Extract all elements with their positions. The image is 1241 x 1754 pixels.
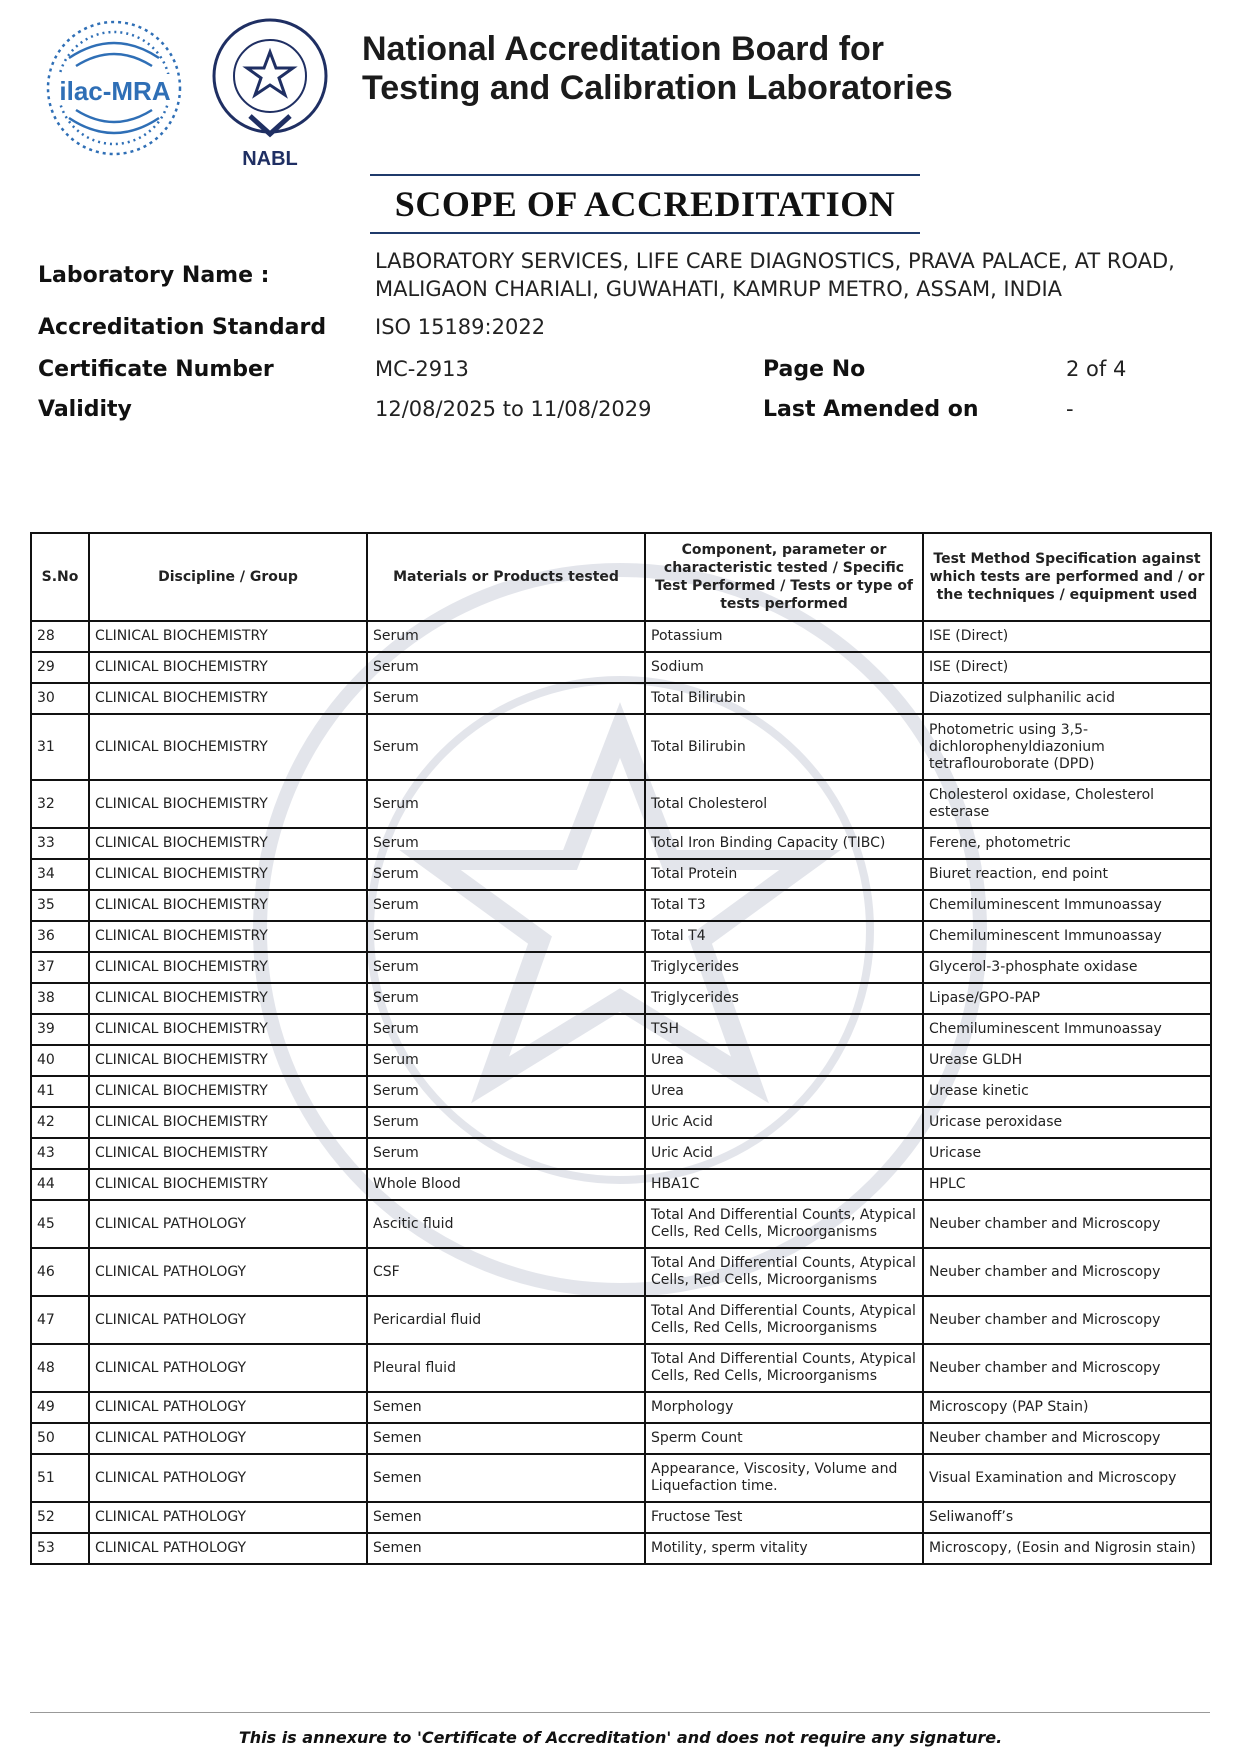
lab-name-line2: MALIGAON CHARIALI, GUWAHATI, KAMRUP METRO, ASSAM, INDIA (375, 277, 1063, 301)
cell-method: Ferene, photometric (923, 828, 1211, 859)
cell-sno: 28 (31, 621, 89, 652)
cell-sno: 49 (31, 1392, 89, 1423)
table-row (31, 983, 1211, 1014)
cell-material: CSF (367, 1248, 645, 1296)
cell-component: Urea (645, 1076, 923, 1107)
lab-name-line1: LABORATORY SERVICES, LIFE CARE DIAGNOSTICS, PRAVA PALACE, AT ROAD, (375, 249, 1175, 273)
table-row (31, 952, 1211, 983)
cell-sno: 33 (31, 828, 89, 859)
table-row (31, 621, 1211, 652)
cell-method: Glycerol-3-phosphate oxidase (923, 952, 1211, 983)
table-row (31, 1248, 1211, 1296)
cell-component: Sodium (645, 652, 923, 683)
cell-discipline: CLINICAL BIOCHEMISTRY (89, 890, 367, 921)
cell-method: Chemiluminescent Immunoassay (923, 1014, 1211, 1045)
cell-component: Triglycerides (645, 983, 923, 1014)
last-amended-label: Last Amended on (763, 397, 979, 422)
cell-component: Total T4 (645, 921, 923, 952)
cell-sno: 36 (31, 921, 89, 952)
cell-material: Serum (367, 1045, 645, 1076)
table-row (31, 859, 1211, 890)
cell-discipline: CLINICAL PATHOLOGY (89, 1502, 367, 1533)
cell-component: Total And Differential Counts, Atypical Cells, Red Cells, Microorganisms (645, 1344, 923, 1392)
cell-sno: 50 (31, 1423, 89, 1454)
scope-title-box (370, 174, 920, 234)
table-row (31, 1454, 1211, 1502)
cell-sno: 43 (31, 1138, 89, 1169)
last-amended-value: - (1066, 397, 1074, 421)
cell-component: HBA1C (645, 1169, 923, 1200)
cell-material: Serum (367, 621, 645, 652)
cell-sno: 29 (31, 652, 89, 683)
cell-material: Serum (367, 859, 645, 890)
table-row (31, 921, 1211, 952)
cell-method: Urease kinetic (923, 1076, 1211, 1107)
cell-material: Semen (367, 1454, 645, 1502)
table-row (31, 652, 1211, 683)
cell-method: Neuber chamber and Microscopy (923, 1248, 1211, 1296)
cell-sno: 53 (31, 1533, 89, 1564)
cell-discipline: CLINICAL BIOCHEMISTRY (89, 921, 367, 952)
cell-method: Urease GLDH (923, 1045, 1211, 1076)
cell-sno: 34 (31, 859, 89, 890)
cell-sno: 37 (31, 952, 89, 983)
page-no-value: 2 of 4 (1066, 357, 1127, 381)
footer-note: This is annexure to 'Certificate of Accreditation' and does not require any signature. (238, 1728, 1003, 1747)
cell-discipline: CLINICAL PATHOLOGY (89, 1200, 367, 1248)
cell-discipline: CLINICAL PATHOLOGY (89, 1392, 367, 1423)
cell-component: Total And Differential Counts, Atypical Cells, Red Cells, Microorganisms (645, 1296, 923, 1344)
table-row (31, 1344, 1211, 1392)
cell-method: Chemiluminescent Immunoassay (923, 921, 1211, 952)
cell-sno: 40 (31, 1045, 89, 1076)
cell-component: Total Bilirubin (645, 683, 923, 714)
certificate-number-value: MC-2913 (375, 357, 469, 381)
table-row (31, 1502, 1211, 1533)
cell-sno: 52 (31, 1502, 89, 1533)
cell-component: Fructose Test (645, 1502, 923, 1533)
cell-sno: 46 (31, 1248, 89, 1296)
footer-divider (30, 1712, 1210, 1713)
cell-material: Semen (367, 1423, 645, 1454)
nabl-logo (210, 16, 330, 176)
table-row (31, 1533, 1211, 1564)
cell-discipline: CLINICAL PATHOLOGY (89, 1296, 367, 1344)
cell-discipline: CLINICAL BIOCHEMISTRY (89, 983, 367, 1014)
cell-sno: 41 (31, 1076, 89, 1107)
cell-material: Semen (367, 1502, 645, 1533)
cell-method: Neuber chamber and Microscopy (923, 1200, 1211, 1248)
cell-discipline: CLINICAL BIOCHEMISTRY (89, 828, 367, 859)
cell-discipline: CLINICAL BIOCHEMISTRY (89, 714, 367, 780)
cell-material: Serum (367, 1014, 645, 1045)
cell-material: Serum (367, 1076, 645, 1107)
cell-material: Serum (367, 1138, 645, 1169)
cell-component: Triglycerides (645, 952, 923, 983)
cell-component: Total Bilirubin (645, 714, 923, 780)
header-component: Component, parameter or characteristic tested / Specific Test Performed / Tests or type of tests performed (645, 533, 923, 621)
org-name-line1: National Accreditation Board for (362, 30, 885, 68)
cell-material: Whole Blood (367, 1169, 645, 1200)
cell-method: Lipase/GPO-PAP (923, 983, 1211, 1014)
cell-method: Microscopy (PAP Stain) (923, 1392, 1211, 1423)
cell-material: Serum (367, 780, 645, 828)
cell-material: Pleural fluid (367, 1344, 645, 1392)
scope-table (30, 532, 1212, 1565)
cell-component: Urea (645, 1045, 923, 1076)
cell-component: Sperm Count (645, 1423, 923, 1454)
cell-method: Neuber chamber and Microscopy (923, 1296, 1211, 1344)
cell-material: Semen (367, 1392, 645, 1423)
table-row (31, 714, 1211, 780)
cell-material: Serum (367, 1107, 645, 1138)
table-row (31, 1200, 1211, 1248)
cell-component: Appearance, Viscosity, Volume and Liquefaction time. (645, 1454, 923, 1502)
table-row (31, 1169, 1211, 1200)
table-row (31, 1045, 1211, 1076)
cell-sno: 44 (31, 1169, 89, 1200)
cell-sno: 45 (31, 1200, 89, 1248)
cell-material: Pericardial fluid (367, 1296, 645, 1344)
cell-sno: 35 (31, 890, 89, 921)
cell-discipline: CLINICAL PATHOLOGY (89, 1344, 367, 1392)
table-header-row (31, 533, 1211, 621)
table-row (31, 1138, 1211, 1169)
cell-discipline: CLINICAL BIOCHEMISTRY (89, 683, 367, 714)
table-row (31, 1014, 1211, 1045)
certificate-number-label: Certificate Number (38, 357, 274, 382)
table-body (31, 621, 1211, 1564)
cell-sno: 48 (31, 1344, 89, 1392)
table-row (31, 683, 1211, 714)
header-test-method: Test Method Specification against which tests are performed and / or the techniques / equipment used (923, 533, 1211, 621)
cell-discipline: CLINICAL BIOCHEMISTRY (89, 1138, 367, 1169)
cell-method: Chemiluminescent Immunoassay (923, 890, 1211, 921)
cell-discipline: CLINICAL PATHOLOGY (89, 1248, 367, 1296)
cell-sno: 39 (31, 1014, 89, 1045)
table-row (31, 1423, 1211, 1454)
cell-discipline: CLINICAL BIOCHEMISTRY (89, 1107, 367, 1138)
header-discipline: Discipline / Group (89, 533, 367, 621)
cell-method: Uricase peroxidase (923, 1107, 1211, 1138)
cell-method: ISE (Direct) (923, 652, 1211, 683)
cell-discipline: CLINICAL BIOCHEMISTRY (89, 1076, 367, 1107)
cell-method: Seliwanoff’s (923, 1502, 1211, 1533)
cell-component: Motility, sperm vitality (645, 1533, 923, 1564)
cell-discipline: CLINICAL PATHOLOGY (89, 1533, 367, 1564)
cell-component: Potassium (645, 621, 923, 652)
ilac-logo-text: ilac-MRA (59, 76, 171, 106)
cell-sno: 47 (31, 1296, 89, 1344)
table-row (31, 1076, 1211, 1107)
page-no-label: Page No (763, 357, 866, 382)
table-row (31, 1296, 1211, 1344)
header-sno: S.No (31, 533, 89, 621)
cell-method: Photometric using 3,5-dichlorophenyldiazonium tetraflouroborate (DPD) (923, 714, 1211, 780)
cell-material: Serum (367, 652, 645, 683)
cell-component: Uric Acid (645, 1138, 923, 1169)
nabl-logo-text: NABL (242, 148, 298, 170)
table-row (31, 780, 1211, 828)
cell-method: Neuber chamber and Microscopy (923, 1344, 1211, 1392)
cell-discipline: CLINICAL BIOCHEMISTRY (89, 621, 367, 652)
cell-material: Semen (367, 1533, 645, 1564)
cell-material: Serum (367, 714, 645, 780)
cell-component: Total Iron Binding Capacity (TIBC) (645, 828, 923, 859)
table-row (31, 890, 1211, 921)
cell-component: Total And Differential Counts, Atypical Cells, Red Cells, Microorganisms (645, 1248, 923, 1296)
cell-component: Uric Acid (645, 1107, 923, 1138)
cell-component: Total Cholesterol (645, 780, 923, 828)
cell-component: TSH (645, 1014, 923, 1045)
cell-discipline: CLINICAL BIOCHEMISTRY (89, 1014, 367, 1045)
cell-material: Serum (367, 952, 645, 983)
cell-material: Serum (367, 983, 645, 1014)
cell-discipline: CLINICAL PATHOLOGY (89, 1423, 367, 1454)
table-row (31, 1392, 1211, 1423)
standard-label: Accreditation Standard (38, 315, 327, 340)
cell-sno: 31 (31, 714, 89, 780)
header-materials: Materials or Products tested (367, 533, 645, 621)
cell-method: Biuret reaction, end point (923, 859, 1211, 890)
cell-component: Total And Differential Counts, Atypical Cells, Red Cells, Microorganisms (645, 1200, 923, 1248)
lab-name-value (375, 247, 1175, 303)
cell-discipline: CLINICAL BIOCHEMISTRY (89, 859, 367, 890)
table-row (31, 828, 1211, 859)
cell-method: HPLC (923, 1169, 1211, 1200)
ilac-mra-logo (44, 18, 184, 158)
cell-method: Cholesterol oxidase, Cholesterol esterase (923, 780, 1211, 828)
standard-value: ISO 15189:2022 (375, 315, 546, 339)
cell-method: Visual Examination and Microscopy (923, 1454, 1211, 1502)
cell-method: Diazotized sulphanilic acid (923, 683, 1211, 714)
cell-discipline: CLINICAL BIOCHEMISTRY (89, 1169, 367, 1200)
cell-sno: 30 (31, 683, 89, 714)
table-row (31, 1107, 1211, 1138)
cell-material: Serum (367, 921, 645, 952)
cell-discipline: CLINICAL BIOCHEMISTRY (89, 780, 367, 828)
cell-method: Uricase (923, 1138, 1211, 1169)
cell-discipline: CLINICAL BIOCHEMISTRY (89, 652, 367, 683)
cell-material: Ascitic fluid (367, 1200, 645, 1248)
cell-material: Serum (367, 890, 645, 921)
validity-value: 12/08/2025 to 11/08/2029 (375, 397, 652, 421)
lab-name-label: Laboratory Name : (38, 263, 270, 288)
cell-component: Morphology (645, 1392, 923, 1423)
cell-method: Microscopy, (Eosin and Nigrosin stain) (923, 1533, 1211, 1564)
cell-method: Neuber chamber and Microscopy (923, 1423, 1211, 1454)
cell-component: Total Protein (645, 859, 923, 890)
org-name-line2: Testing and Calibration Laboratories (362, 69, 953, 107)
cell-discipline: CLINICAL PATHOLOGY (89, 1454, 367, 1502)
cell-sno: 51 (31, 1454, 89, 1502)
cell-material: Serum (367, 683, 645, 714)
cell-component: Total T3 (645, 890, 923, 921)
cell-method: ISE (Direct) (923, 621, 1211, 652)
cell-discipline: CLINICAL BIOCHEMISTRY (89, 1045, 367, 1076)
scope-title: SCOPE OF ACCREDITATION (394, 184, 896, 224)
cell-material: Serum (367, 828, 645, 859)
cell-sno: 42 (31, 1107, 89, 1138)
cell-sno: 38 (31, 983, 89, 1014)
cell-sno: 32 (31, 780, 89, 828)
cell-discipline: CLINICAL BIOCHEMISTRY (89, 952, 367, 983)
validity-label: Validity (38, 397, 132, 422)
organization-name (362, 30, 1062, 108)
